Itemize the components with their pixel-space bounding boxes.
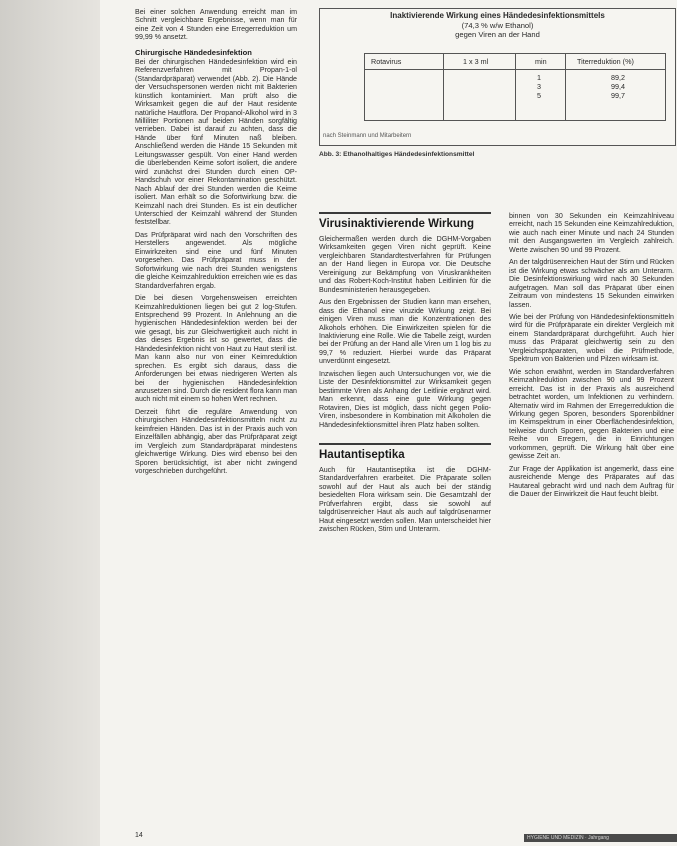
data-table xyxy=(364,53,666,121)
paragraph: An der talgdrüsenreichen Haut der Stirn und Rücken ist die Wirkung etwas schwächer als am Unterarm. Die Desinfektionswirkung wird nach 30 Sekunden aufgetragen. Man soll das Präparat über einen Zeitraum von mindestens 15 Sekunden einwirken lassen. xyxy=(509,258,674,309)
middle-text-column xyxy=(319,212,491,832)
column-header: Titerreduktion (%) xyxy=(577,57,634,66)
paragraph: binnen von 30 Sekunden ein Keimzahlniveau erreicht, nach 15 Sekunden eine Keimzahlreduktion, wie auch nach einer Minute und nach 24 Stunden mit den Ausgangswerten im Vergleich zahlreich. Werte zwischen 90 und 99 Prozent. xyxy=(509,212,674,254)
table-cell-reduction: 99,4 xyxy=(611,82,625,91)
paragraph: Wie schon erwähnt, werden im Standardverfahren Keimzahlreduktion zwischen 90 und 99 Prozent erreicht. Das ist in der Praxis als ausreichend betrachtet worden, um Infektionen zu verhindern. Alternativ wird im Rahmen der Erregerreduktion die Wirkung gegen Sporen, besonders Sporenbildner im Keimspektrum in einer Oberflächendesinfektion, teilweise durch Sporen, gegen Bakterien und eine Reihe von Erregern, die in Einrichtungen vorkommen, geprüft. Die Wirkung hält über eine gewisse Zeit an. xyxy=(509,367,674,461)
table-subtitle: gegen Viren an der Hand xyxy=(455,30,540,40)
journal-footer-bar: HYGIENE UND MEDIZIN · Jahrgang xyxy=(524,834,677,842)
table-divider xyxy=(515,54,516,120)
table-subtitle: (74,3 % w/w Ethanol) xyxy=(461,20,534,30)
column-header: Rotavirus xyxy=(371,57,402,66)
section-title-hautantiseptika: Hautantiseptika xyxy=(319,448,405,461)
table-footnote: nach Steinmann und Mitarbeitern xyxy=(323,133,412,139)
section-rule xyxy=(319,443,491,445)
table-cell-min: 5 xyxy=(537,91,541,100)
paragraph: Bei der chirurgischen Händedesinfektion wird ein Referenzverfahren mit Propan-1-ol (Standardpräparat) verwendet (Abb. 2). Die Hände der Versuchspersonen werden nicht mit Bakterien künstlich kontaminiert. Man prüft also die Wirksamkeit gegen die auf der Haut residente natürliche Hautflora. Der Propanol-Alkohol wird in 3 Milliliter Portionen auf beiden Händen sorgfältig verrieben. Dabei ist darauf zu achten, dass die Hände über fünf Minuten naß bleiben. Anschließend werden die Hände 15 Sekunden mit Leitungswasser gespült. Von einer Hand werden die überlebenden Keime sofort isoliert, die andere wird zunächst drei Stunden durch einen OP-Handschuh vor einer Rekontamination geschützt. Nach Ablauf der drei Stunden werden die Keime isoliert. Man erhält so die Sofortwirkung bzw. die Keimzahl nach drei Stunden. Es ist ein deutlicher Unterschied der Keimzahl während der Stunden feststellbar. xyxy=(135,57,297,227)
table-cell-min: 3 xyxy=(537,82,541,91)
section-heading-chirurgische: Chirurgische Händedesinfektion xyxy=(135,47,252,57)
column-header: min xyxy=(535,57,547,66)
table-cell-min: 1 xyxy=(537,73,541,82)
section-rule xyxy=(319,212,491,214)
paragraph: Aus den Ergebnissen der Studien kann man ersehen, dass die Ethanol eine viruzide Wirkung zeigt. Bei einigen Viren muss man die Konzentrationen des Alkohols erhöhen. Die Einwirkzeiten spielen für die Inaktivierung eine Rolle. Wie die Tabelle zeigt, wurden bei der Prüfung an der Hand alle Viren um 1 log bis zu 99,7 % reduziert. Hierbei wurde das Präparat unverdünnt eingesetzt. xyxy=(319,298,491,366)
table-cell-reduction: 99,7 xyxy=(611,91,625,100)
section-title-virus: Virusinaktivierende Wirkung xyxy=(319,218,474,230)
paragraph: Das Prüfpräparat wird nach den Vorschriften des Herstellers angewendet. Als mögliche Einwirkzeiten sind eine und fünf Minuten vorgesehen. Das Prüfpräparat muss in der Sofortwirkung wie nach drei Stunden wenigstens die gleiche Keimzahlreduktion erreichen wie es das Standardverfahren ergab. xyxy=(135,230,297,290)
paragraph: Die bei diesen Vorgehensweisen erreichten Keimzahlreduktionen liegen bei gut 2 log-Stufen. Entsprechend 99 Prozent. In Anlehnung an die hygienischen Händedesinfektion werden bei der wie gesagt, bis zur Gleichwertigkeit auch nicht in das dieses Ergebnis ist so gewertet, dass die Händedesinfektion nicht von Haut zu Haut steril ist. Man kann also nur von einer Keimreduktion sprechen. Es ergibt sich daraus, dass die Anforderungen bei etwas niedrigeren Werten als bei der hygienischen Händedesinfektion anzusetzen sind. Durch die resident flora kann man auch nicht mit einem so hohen Wert rechnen. xyxy=(135,294,297,404)
virus-table-figure xyxy=(319,8,676,146)
paragraph: Inzwischen liegen auch Untersuchungen vor, wie die Liste der Desinfektionsmittel zur Wirksamkeit gegen bestimmte Viren als Anhang der Leitlinie ergänzt wird. Man erkennt, dass eine gute Wirkung gegen Rotaviren, Dies ist möglich, dass nicht gegen Polio-Viren, insbesondere in Kombination mit Alkoholen die Händedesinfektionsmittel ihren Platz haben sollten. xyxy=(319,369,491,429)
column-header: 1 x 3 ml xyxy=(463,57,489,66)
left-text-column xyxy=(135,8,297,823)
table-divider xyxy=(565,54,566,120)
right-text-column xyxy=(509,212,674,832)
table-cell-reduction: 89,2 xyxy=(611,73,625,82)
figure-caption: Abb. 3: Ethanolhaltiges Händedesinfektionsmittel xyxy=(319,151,475,158)
intro-paragraph: Bei einer solchen Anwendung erreicht man im Schnitt vergleichbare Ergebnisse, wenn man für eine Zeit von 4 Stunden eine Erregerreduktion um 99,99 % ansetzt. xyxy=(135,8,297,42)
paragraph: Zur Frage der Applikation ist angemerkt, dass eine ausreichende Menge des Präparates auf das Hautareal gebracht wird und nach dem Auftrag für die Dauer der Einwirkzeit die Haut feucht bleibt. xyxy=(509,464,674,499)
page-number: 14 xyxy=(135,832,143,839)
paragraph: Wie bei der Prüfung von Händedesinfektionsmitteln wird für die Prüfpräparate ein direkter Vergleich mit einem Standardpräparat durchgeführt. Auch hier muss das Präparat gleichwertig sein zu den Vergleichspräparaten, wobei die Prüfmethode, Spektrum von Bakterien und Pilzen wirksam ist. xyxy=(509,312,674,364)
paragraph: Derzeit führt die reguläre Anwendung von chirurgischen Händedesinfektionsmitteln nicht zu keimfreien Händen. Das ist in der Praxis auch von Einzelfällen abhängig, aber das Prüfpräparat zeigt im Vergleich zum Standardpräparat mindestens gleichwertige Wirkung. Dies wird ebenso bei den Sporen berücksichtigt, ist aber nicht zwingend vorgeschrieben durchgeführt. xyxy=(135,407,297,476)
scan-background-edge xyxy=(0,0,100,846)
paragraph: Auch für Hautantiseptika ist die DGHM-Standardverfahren erarbeitet. Die Präparate sollen sowohl auf der Haut als auch bei der ständig besiedelten Flora wirksam sein. Die Gesamtzahl der Prüfverfahren ergibt, dass sie sowohl auf talgdrüsenreicher Haut als auch auf talgdrüsenarmer Haut eingesetzt werden sollen. Man unterscheidet hier zwischen Rücken, Stirn und Unterarm. xyxy=(319,465,491,534)
table-title: Inaktivierende Wirkung eines Händedesinfektionsmittels xyxy=(390,11,605,20)
paragraph: Gleichermaßen werden durch die DGHM-Vorgaben Wirksamkeiten gegen Viren nicht geprüft. Keine vergleichbaren Standardtestverfahren für Prüfungen an der Hand liegen in Europa vor. Die Deutsche Vereinigung zur Bekämpfung von Viruskrankheiten und das Robert-Koch-Institut haben Leitlinien für die Bundesministerien herausgegeben. xyxy=(319,235,491,294)
table-divider xyxy=(443,54,444,120)
